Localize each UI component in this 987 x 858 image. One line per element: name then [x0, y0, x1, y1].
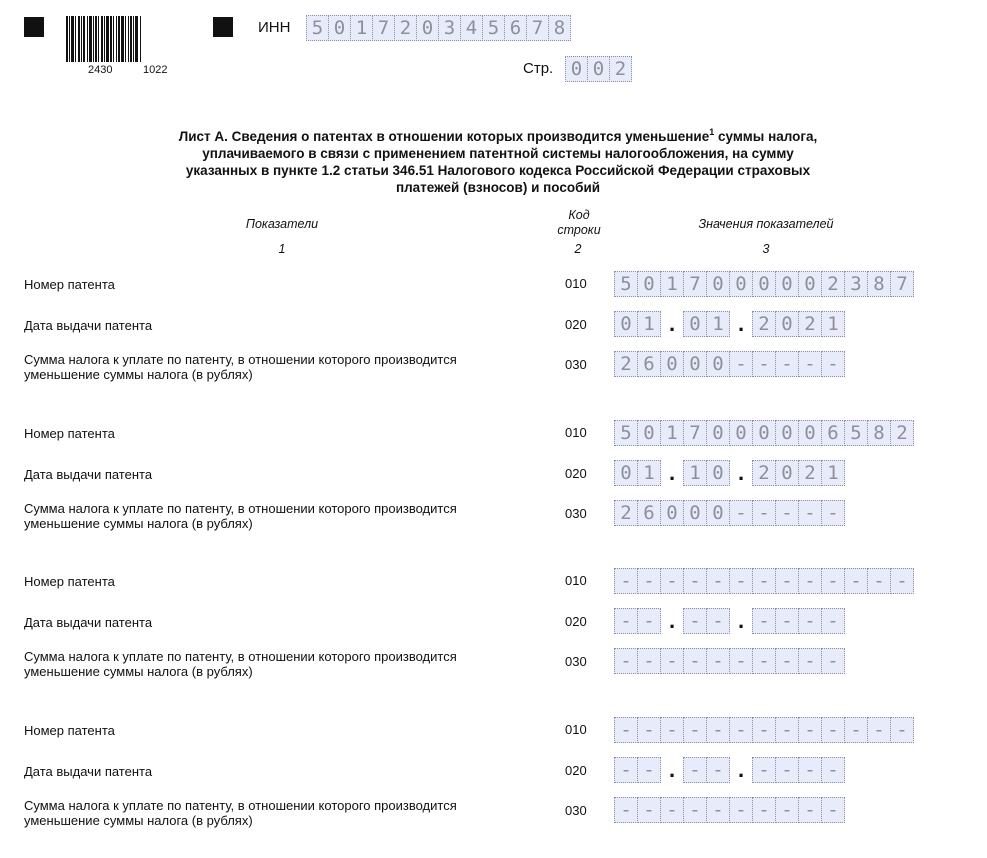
form-cell: - [683, 717, 707, 743]
date-year[interactable] [752, 460, 845, 486]
form-cell: 6 [504, 15, 527, 41]
form-cell: 0 [706, 460, 730, 486]
form-cell: 2 [609, 56, 632, 82]
corner-marker-left [24, 17, 44, 37]
form-cell: 1 [637, 460, 661, 486]
form-cell: 1 [683, 460, 707, 486]
code-020: 020 [565, 466, 587, 481]
date-year[interactable] [752, 311, 845, 337]
form-cell: 0 [706, 420, 730, 446]
form-cell: 0 [660, 500, 684, 526]
form-cell: - [614, 568, 638, 594]
footnote-mark: 1 [709, 127, 715, 137]
label-tax-amount: Сумма налога к уплате по патенту, в отношении которого производится уменьшение суммы налога (в рублях) [24, 352, 457, 382]
form-cell: 2 [752, 311, 776, 337]
form-cell: - [637, 757, 661, 783]
form-cell: - [729, 500, 753, 526]
form-cell: 0 [775, 271, 799, 297]
form-cell: 2 [614, 500, 638, 526]
form-cell: - [706, 648, 730, 674]
code-020: 020 [565, 317, 587, 332]
form-cell: - [614, 608, 638, 634]
form-cell: - [683, 797, 707, 823]
code-010: 010 [565, 276, 587, 291]
col-header-indicators: Показатели [245, 217, 319, 231]
form-cell: - [729, 351, 753, 377]
issue-date-field[interactable] [614, 757, 845, 783]
date-year[interactable] [752, 757, 845, 783]
form-cell: - [867, 568, 891, 594]
form-cell: 5 [306, 15, 329, 41]
form-cell: 7 [526, 15, 549, 41]
form-cell: 0 [587, 56, 610, 82]
patent-number-field[interactable] [614, 568, 914, 594]
form-cell: - [752, 648, 776, 674]
date-separator: . [737, 757, 745, 782]
form-cell: 0 [637, 420, 661, 446]
form-cell: 7 [683, 420, 707, 446]
form-cell: 1 [821, 311, 845, 337]
label-tax-amount: Сумма налога к уплате по патенту, в отношении которого производится уменьшение суммы налога (в рублях) [24, 798, 457, 828]
date-separator: . [668, 608, 676, 633]
barcode-number-left: 2430 [88, 64, 113, 76]
form-cell: 2 [752, 460, 776, 486]
label-patent-number: Номер патента [24, 426, 115, 441]
form-cell: - [867, 717, 891, 743]
date-separator: . [737, 460, 745, 485]
form-cell: - [775, 568, 799, 594]
form-cell: 0 [683, 500, 707, 526]
form-cell: - [706, 797, 730, 823]
form-cell: 0 [660, 351, 684, 377]
form-cell: - [637, 648, 661, 674]
form-cell: 0 [798, 271, 822, 297]
date-month[interactable] [683, 757, 730, 783]
form-cell: 8 [867, 271, 891, 297]
form-cell: - [660, 648, 684, 674]
form-cell: 5 [844, 420, 868, 446]
form-cell: - [821, 717, 845, 743]
form-cell: 8 [867, 420, 891, 446]
form-cell: - [752, 757, 776, 783]
code-020: 020 [565, 614, 587, 629]
col-header-values: Значения показателей [698, 217, 834, 231]
date-day[interactable] [614, 460, 661, 486]
form-cell: - [683, 757, 707, 783]
form-cell: - [798, 568, 822, 594]
form-cell: - [752, 608, 776, 634]
tax-amount-field[interactable] [614, 351, 845, 377]
form-cell: - [752, 568, 776, 594]
patent-number-field[interactable] [614, 271, 914, 297]
form-cell: - [614, 757, 638, 783]
form-cell: 0 [706, 271, 730, 297]
form-cell: 7 [372, 15, 395, 41]
form-cell: 0 [729, 420, 753, 446]
code-010: 010 [565, 425, 587, 440]
form-cell: - [775, 797, 799, 823]
col-header-indicators-num: 1 [278, 242, 286, 256]
form-cell: - [660, 568, 684, 594]
form-cell: - [660, 797, 684, 823]
form-cell: - [614, 717, 638, 743]
form-cell: 1 [637, 311, 661, 337]
form-cell: 3 [438, 15, 461, 41]
sheet-title: Лист А. Сведения о патентах в отношении которых производится уменьшение$^1$ суммы налога, уплачиваемого в связи с применением патентной системы налогообложения, на сумму указанных в пункте 1.2 статьи 346.51 Налогового кодекса Российской Федерации страховых платежей (взносов) и пособий [178, 127, 818, 195]
form-cell: 2 [394, 15, 417, 41]
form-cell: - [706, 608, 730, 634]
page-number-field[interactable] [565, 56, 632, 82]
corner-marker-right [213, 17, 233, 37]
form-cell: - [821, 351, 845, 377]
form-cell: - [844, 568, 868, 594]
date-separator: . [737, 608, 745, 633]
form-cell: 2 [798, 311, 822, 337]
form-cell: 0 [328, 15, 351, 41]
form-cell: 8 [548, 15, 571, 41]
form-cell: 5 [614, 271, 638, 297]
form-cell: 0 [729, 271, 753, 297]
form-cell: 1 [350, 15, 373, 41]
col-header-code: Код строки [557, 208, 601, 237]
form-cell: - [683, 568, 707, 594]
form-cell: 0 [416, 15, 439, 41]
issue-date-field[interactable] [614, 608, 845, 634]
tax-amount-field[interactable] [614, 500, 845, 526]
form-cell: 4 [460, 15, 483, 41]
form-cell: 1 [821, 460, 845, 486]
code-030: 030 [565, 357, 587, 372]
form-cell: 0 [637, 271, 661, 297]
form-cell: 1 [660, 271, 684, 297]
date-separator: . [668, 757, 676, 782]
form-cell: 1 [706, 311, 730, 337]
form-cell: - [752, 717, 776, 743]
form-cell: - [821, 608, 845, 634]
form-cell: - [752, 351, 776, 377]
form-cell: - [729, 797, 753, 823]
form-cell: 0 [565, 56, 588, 82]
barcode [66, 16, 192, 62]
form-cell: 5 [614, 420, 638, 446]
label-issue-date: Дата выдачи патента [24, 615, 153, 630]
label-tax-amount: Сумма налога к уплате по патенту, в отношении которого производится уменьшение суммы налога (в рублях) [24, 501, 457, 531]
form-cell: - [798, 648, 822, 674]
form-cell: - [775, 500, 799, 526]
date-month[interactable] [683, 311, 730, 337]
date-day[interactable] [614, 311, 661, 337]
form-cell: 0 [683, 351, 707, 377]
tax-amount-field[interactable] [614, 648, 845, 674]
form-cell: - [798, 797, 822, 823]
date-day[interactable] [614, 757, 661, 783]
form-cell: - [775, 717, 799, 743]
label-patent-number: Номер патента [24, 574, 115, 589]
date-separator: . [737, 311, 745, 336]
issue-date-field[interactable] [614, 460, 845, 486]
form-cell: - [775, 608, 799, 634]
form-cell: 0 [775, 311, 799, 337]
code-030: 030 [565, 506, 587, 521]
form-cell: - [798, 608, 822, 634]
date-year[interactable] [752, 608, 845, 634]
code-010: 010 [565, 722, 587, 737]
form-cell: - [775, 648, 799, 674]
label-patent-number: Номер патента [24, 277, 115, 292]
form-cell: 0 [614, 460, 638, 486]
form-cell: 0 [683, 311, 707, 337]
label-issue-date: Дата выдачи патента [24, 764, 153, 779]
form-cell: - [637, 797, 661, 823]
form-cell: - [614, 797, 638, 823]
col-header-code-num: 2 [574, 242, 582, 256]
form-cell: 2 [614, 351, 638, 377]
form-cell: 2 [890, 420, 914, 446]
col-header-values-num: 3 [762, 242, 770, 256]
form-cell: 7 [683, 271, 707, 297]
barcode-gap [141, 16, 142, 62]
form-cell: 0 [614, 311, 638, 337]
code-030: 030 [565, 803, 587, 818]
form-cell: 0 [752, 420, 776, 446]
form-cell: - [821, 648, 845, 674]
form-cell: - [752, 500, 776, 526]
issue-date-field[interactable] [614, 311, 845, 337]
form-cell: 7 [890, 271, 914, 297]
label-tax-amount: Сумма налога к уплате по патенту, в отношении которого производится уменьшение суммы налога (в рублях) [24, 649, 457, 679]
form-cell: - [729, 717, 753, 743]
tax-amount-field[interactable] [614, 797, 845, 823]
inn-label: ИНН [258, 19, 291, 36]
date-separator: . [668, 460, 676, 485]
form-cell: - [660, 717, 684, 743]
form-cell: - [637, 717, 661, 743]
form-cell: - [798, 500, 822, 526]
label-issue-date: Дата выдачи патента [24, 467, 153, 482]
form-cell: - [637, 608, 661, 634]
form-cell: - [798, 717, 822, 743]
form-cell: 1 [660, 420, 684, 446]
form-cell: - [821, 797, 845, 823]
form-cell: - [637, 568, 661, 594]
date-separator: . [668, 311, 676, 336]
form-cell: - [821, 500, 845, 526]
form-cell: - [706, 717, 730, 743]
form-cell: - [821, 757, 845, 783]
form-cell: 2 [798, 460, 822, 486]
form-cell: 0 [775, 420, 799, 446]
form-cell: 0 [798, 420, 822, 446]
date-month[interactable] [683, 608, 730, 634]
form-cell: - [798, 757, 822, 783]
form-cell: - [798, 351, 822, 377]
form-cell: - [683, 608, 707, 634]
form-cell: - [821, 568, 845, 594]
form-cell: 0 [775, 460, 799, 486]
form-cell: - [729, 648, 753, 674]
inn-field[interactable] [306, 15, 571, 41]
form-cell: - [752, 797, 776, 823]
code-020: 020 [565, 763, 587, 778]
label-issue-date: Дата выдачи патента [24, 318, 153, 333]
date-day[interactable] [614, 608, 661, 634]
form-cell: - [844, 717, 868, 743]
form-cell: - [683, 648, 707, 674]
form-cell: 6 [637, 351, 661, 377]
form-cell: 5 [482, 15, 505, 41]
form-cell: 6 [821, 420, 845, 446]
code-030: 030 [565, 654, 587, 669]
form-cell: 0 [706, 500, 730, 526]
barcode-number-right: 1022 [143, 64, 168, 76]
patent-number-field[interactable] [614, 420, 914, 446]
form-cell: - [890, 568, 914, 594]
date-month[interactable] [683, 460, 730, 486]
form-cell: - [775, 757, 799, 783]
form-cell: 0 [706, 351, 730, 377]
code-010: 010 [565, 573, 587, 588]
form-cell: - [890, 717, 914, 743]
form-cell: - [775, 351, 799, 377]
form-cell: - [729, 568, 753, 594]
form-cell: 6 [637, 500, 661, 526]
patent-number-field[interactable] [614, 717, 914, 743]
form-cell: - [706, 568, 730, 594]
form-cell: - [614, 648, 638, 674]
form-cell: - [706, 757, 730, 783]
form-cell: 2 [821, 271, 845, 297]
page-label: Стр. [523, 60, 554, 77]
form-cell: 0 [752, 271, 776, 297]
form-cell: 3 [844, 271, 868, 297]
label-patent-number: Номер патента [24, 723, 115, 738]
